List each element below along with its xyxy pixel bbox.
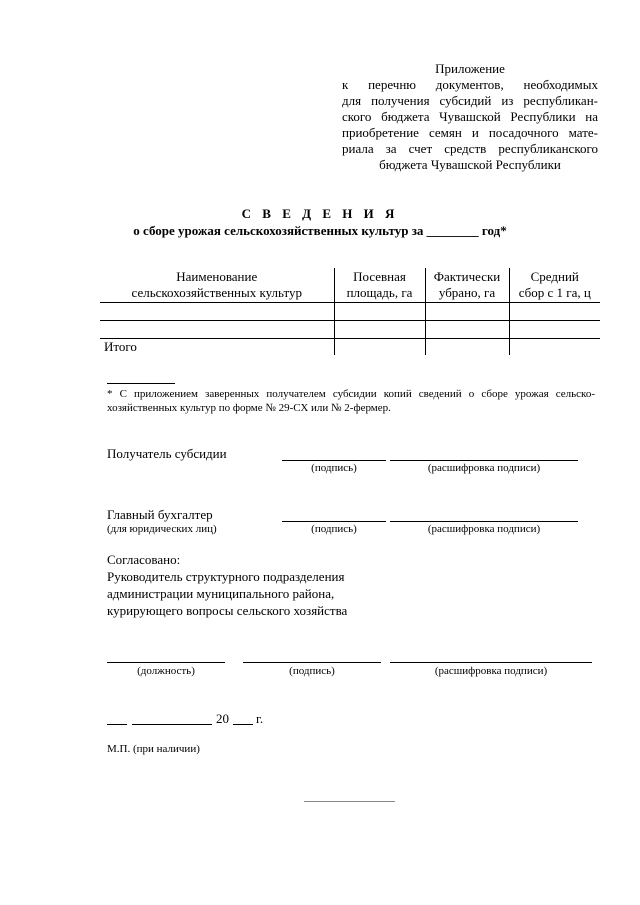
table-total-row <box>100 339 600 356</box>
table-cell[interactable] <box>100 303 334 321</box>
recipient-signature-line[interactable] <box>282 460 386 461</box>
appendix-title: Приложение <box>435 61 505 76</box>
appendix-line: к перечню документов, необходимых <box>342 77 598 92</box>
table-cell[interactable] <box>334 321 425 339</box>
header-harvested-area: Фактически убрано, га <box>425 268 509 303</box>
date-year-suffix: г. <box>256 711 264 726</box>
head-line: Руководитель структурного подразделения <box>107 569 345 584</box>
table-cell[interactable] <box>509 321 600 339</box>
document-subtitle: о сборе урожая сельскохозяйственных культур за ________ год* <box>133 223 507 238</box>
table-cell[interactable] <box>334 339 425 356</box>
position-caption: (должность) <box>137 665 195 677</box>
table-row <box>100 303 600 321</box>
table-cell[interactable] <box>334 303 425 321</box>
appendix-line: бюджета Чувашской Республики <box>379 157 561 172</box>
recipient-label: Получатель субсидии <box>107 446 227 461</box>
head-decode-caption: (расшифровка подписи) <box>434 665 548 677</box>
appendix-line: ского бюджета Чувашской Республики на <box>342 109 598 124</box>
head-position-text <box>107 568 347 619</box>
head-sign-caption: (подпись) <box>289 665 335 677</box>
recipient-decode-line[interactable] <box>390 460 578 461</box>
footnote-separator <box>107 383 175 384</box>
date-day-line[interactable] <box>107 724 127 725</box>
position-line[interactable] <box>107 662 225 663</box>
accountant-decode-line[interactable] <box>390 521 578 522</box>
header-sown-area: Посевная площадь, га <box>334 268 425 303</box>
harvest-table <box>100 268 600 355</box>
date-year-line[interactable] <box>233 724 253 725</box>
accountant-signature-line[interactable] <box>282 521 386 522</box>
table-cell[interactable] <box>425 303 509 321</box>
accountant-note: (для юридических лиц) <box>107 523 217 535</box>
appendix-line: риала за счет средств республиканского <box>342 141 598 156</box>
stamp-note: М.П. (при наличии) <box>107 743 200 755</box>
bottom-separator <box>304 801 395 802</box>
header-crop-name: Наименование сельскохозяйственных культур <box>131 269 302 300</box>
appendix-body <box>342 77 598 173</box>
head-decode-line[interactable] <box>390 662 592 663</box>
table-row <box>100 321 600 339</box>
header-average-yield: Средний сбор с 1 га, ц <box>509 268 600 303</box>
appendix-line: для получения субсидий из республикан- <box>342 93 598 108</box>
table-cell[interactable] <box>509 339 600 356</box>
head-line: курирующего вопросы сельского хозяйства <box>107 603 348 618</box>
head-signature-line[interactable] <box>243 662 381 663</box>
table-cell[interactable] <box>425 321 509 339</box>
table-cell[interactable] <box>100 321 334 339</box>
accountant-label: Главный бухгалтер <box>107 507 213 522</box>
total-label: Итого <box>100 339 334 356</box>
date-year-prefix: 20 <box>216 711 229 726</box>
table-cell[interactable] <box>509 303 600 321</box>
appendix-line: приобретение семян и посадочного мате- <box>342 125 598 140</box>
accountant-decode-caption: (расшифровка подписи) <box>427 523 541 535</box>
recipient-decode-caption: (расшифровка подписи) <box>427 462 541 474</box>
approved-label: Согласовано: <box>107 552 181 567</box>
date-month-line[interactable] <box>132 724 212 725</box>
recipient-sign-caption: (подпись) <box>311 462 357 474</box>
table-header-row <box>100 268 600 303</box>
table-cell[interactable] <box>425 339 509 356</box>
document-title: С В Е Д Е Н И Я <box>241 206 399 221</box>
footnote: * С приложением заверенных получателем субсидии копий сведений о сборе урожая сельско-хозяйственных культур по форме № 29-СХ или № 2-фермер. <box>107 388 595 414</box>
head-line: администрации муниципального района, <box>107 586 335 601</box>
accountant-sign-caption: (подпись) <box>311 523 357 535</box>
